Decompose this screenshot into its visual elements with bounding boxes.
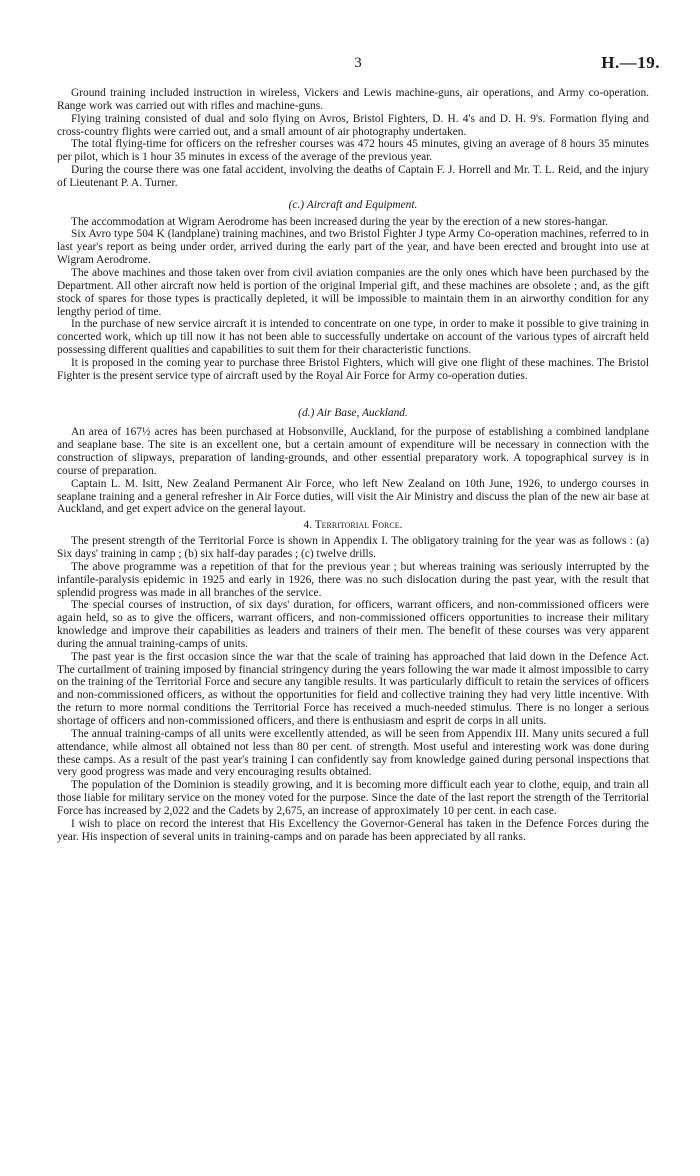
paragraph: Six Avro type 504 K (landplane) training machines, and two Bristol Fighter J type Army Co-operation machines, referred to in last year's report as being under order, arrived during the early part of the year, and have been erected and brought into use at Wigram Aerodrome. — [57, 228, 649, 267]
section-aircraft-equipment — [57, 216, 649, 383]
document-body — [57, 87, 649, 843]
paragraph: In the purchase of new service aircraft it is intended to concentrate on one type, in order to make it possible to give training in concerted work, which up till now it has not been able to successfully undertake on account of the various types of aircraft held possessing different qualities and capabilities to suit them for their characteristic functions. — [57, 318, 649, 357]
paragraph: It is proposed in the coming year to purchase three Bristol Fighters, which will give one flight of these machines. The Bristol Fighter is the present service type of aircraft used by the Royal Air Force for Army co-operation duties. — [57, 356, 649, 382]
section-heading-air-base: (d.) Air Base, Auckland. — [298, 406, 408, 419]
paragraph: An area of 167½ acres has been purchased at Hobsonville, Auckland, for the purpose of establishing a combined landplane and seaplane base. The site is an excellent one, but a certain amount of expenditure will be necessary in connection with the construction of slipways, preparation of landing-grounds, and other essential preparatory work. A topographical survey is in course of preparation. — [57, 426, 649, 477]
paragraph: The accommodation at Wigram Aerodrome has been increased during the year by the erection of a new stores-hangar. — [71, 215, 609, 228]
section-territorial-force — [57, 535, 649, 843]
paragraph: The population of the Dominion is steadily growing, and it is becoming more difficult each year to clothe, equip, and train all those liable for military service on the money voted for the purpose. Since the date of the last report the strength of the Territorial Force has increased by 2,022 and the Cadets by 2,675, an increase of approximately 10 per cent. in each case. — [57, 779, 649, 817]
page-header — [56, 55, 660, 75]
paragraph: The total flying-time for officers on the refresher courses was 472 hours 45 minutes, giving an average of 8 hours 35 minutes per pilot, which is 1 hour 35 minutes in excess of the average of the previous year. — [57, 138, 649, 164]
paragraph: The present strength of the Territorial Force is shown in Appendix I. The obligatory training for the year was as follows : (a) Six days' training in camp ; (b) six half-day parades ; (c) twelve drills. — [57, 535, 649, 560]
paragraph: The above programme was a repetition of that for the previous year ; but whereas training was seriously interrupted by the infantile-paralysis epidemic in 1925 and early in 1926, there was no such dislocation during the past year, with the result that splendid progress was made in all branches of the service. — [57, 560, 649, 599]
section-air-base — [57, 426, 649, 516]
paragraph: The special courses of instruction, of six days' duration, for officers, warrant officers, and non-commissioned officers were again held, so as to give the officers, warrant officers, and non-commissioned officers opportunities to increase their military knowledge and improve their capabilities as leaders and trainers of their men. The benefit of these courses was very apparent during the annual training-camps of units. — [57, 599, 649, 650]
section-heading-aircraft-equipment: (c.) Aircraft and Equipment. — [288, 198, 418, 211]
paragraph: Captain L. M. Isitt, New Zealand Permanent Air Force, who left New Zealand on 10th June, 1926, to undergo courses in seaplane training and a general refresher in Air Force duties, will visit the Air Ministry and discuss the plan of the new air base at Auckland, and get expert advice on the general layout. — [57, 477, 649, 516]
paragraph: I wish to place on record the interest that His Excellency the Governor-General has taken in the Defence Forces during the year. His inspection of several units in training-camps and on parade has been appreciated by all ranks. — [57, 817, 649, 843]
section-training — [57, 87, 649, 190]
paragraph: The annual training-camps of all units were excellently attended, as will be seen from Appendix III. Many units secured a full attendance, while almost all obtained not less than 80 per cent. of strength. Most useful and interesting work was done during these camps. As a result of the past year's training I can confidently say from knowledge gained during personal inspections that very good progress was made and very encouraging results obtained. — [57, 727, 649, 779]
document-reference: H.—19. — [601, 53, 660, 72]
paragraph: Flying training consisted of dual and solo flying on Avros, Bristol Fighters, D. H. 4's and D. H. 9's. Formation flying and cross-country flights were carried out, and a small amount of air photography undertaken. — [57, 112, 649, 138]
paragraph: During the course there was one fatal accident, involving the deaths of Captain F. J. Horrell and Mr. T. L. Reid, and the injury of Lieutenant P. A. Turner. — [57, 164, 649, 189]
paragraph: The above machines and those taken over from civil aviation companies are the only ones which have been purchased by the Department. All other aircraft now held is portion of the original Imperial gift, and these machines are obsolete ; and, as the gift stock of spares for those types is practically depleted, it will be impossible to maintain them in an airworthy condition for any lengthy period of time. — [57, 266, 649, 318]
paragraph: Ground training included instruction in wireless, Vickers and Lewis machine-guns, air operations, and Army co-operation. Range work was carried out with rifles and machine-guns. — [57, 87, 649, 112]
page-number: 3 — [354, 55, 362, 71]
paragraph: The past year is the first occasion since the war that the scale of training has approached that laid down in the Defence Act. The curtailment of training imposed by financial stringency during the years following the war made it almost impossible to carry on the training of the Territorial Force and secure any tangible results. It was particularly difficult to retain the services of officers and non-commissioned officers, as without the opportunities for field and collective training they had very little incentive. With the return to more normal conditions the Territorial Force has received a much-needed stimulus. There is no longer a serious shortage of officers and non-commissioned officers, and there is enthusiasm and esprit de corps in all units. — [57, 650, 649, 727]
section-heading-territorial-force: 4. Territorial Force. — [303, 519, 403, 532]
